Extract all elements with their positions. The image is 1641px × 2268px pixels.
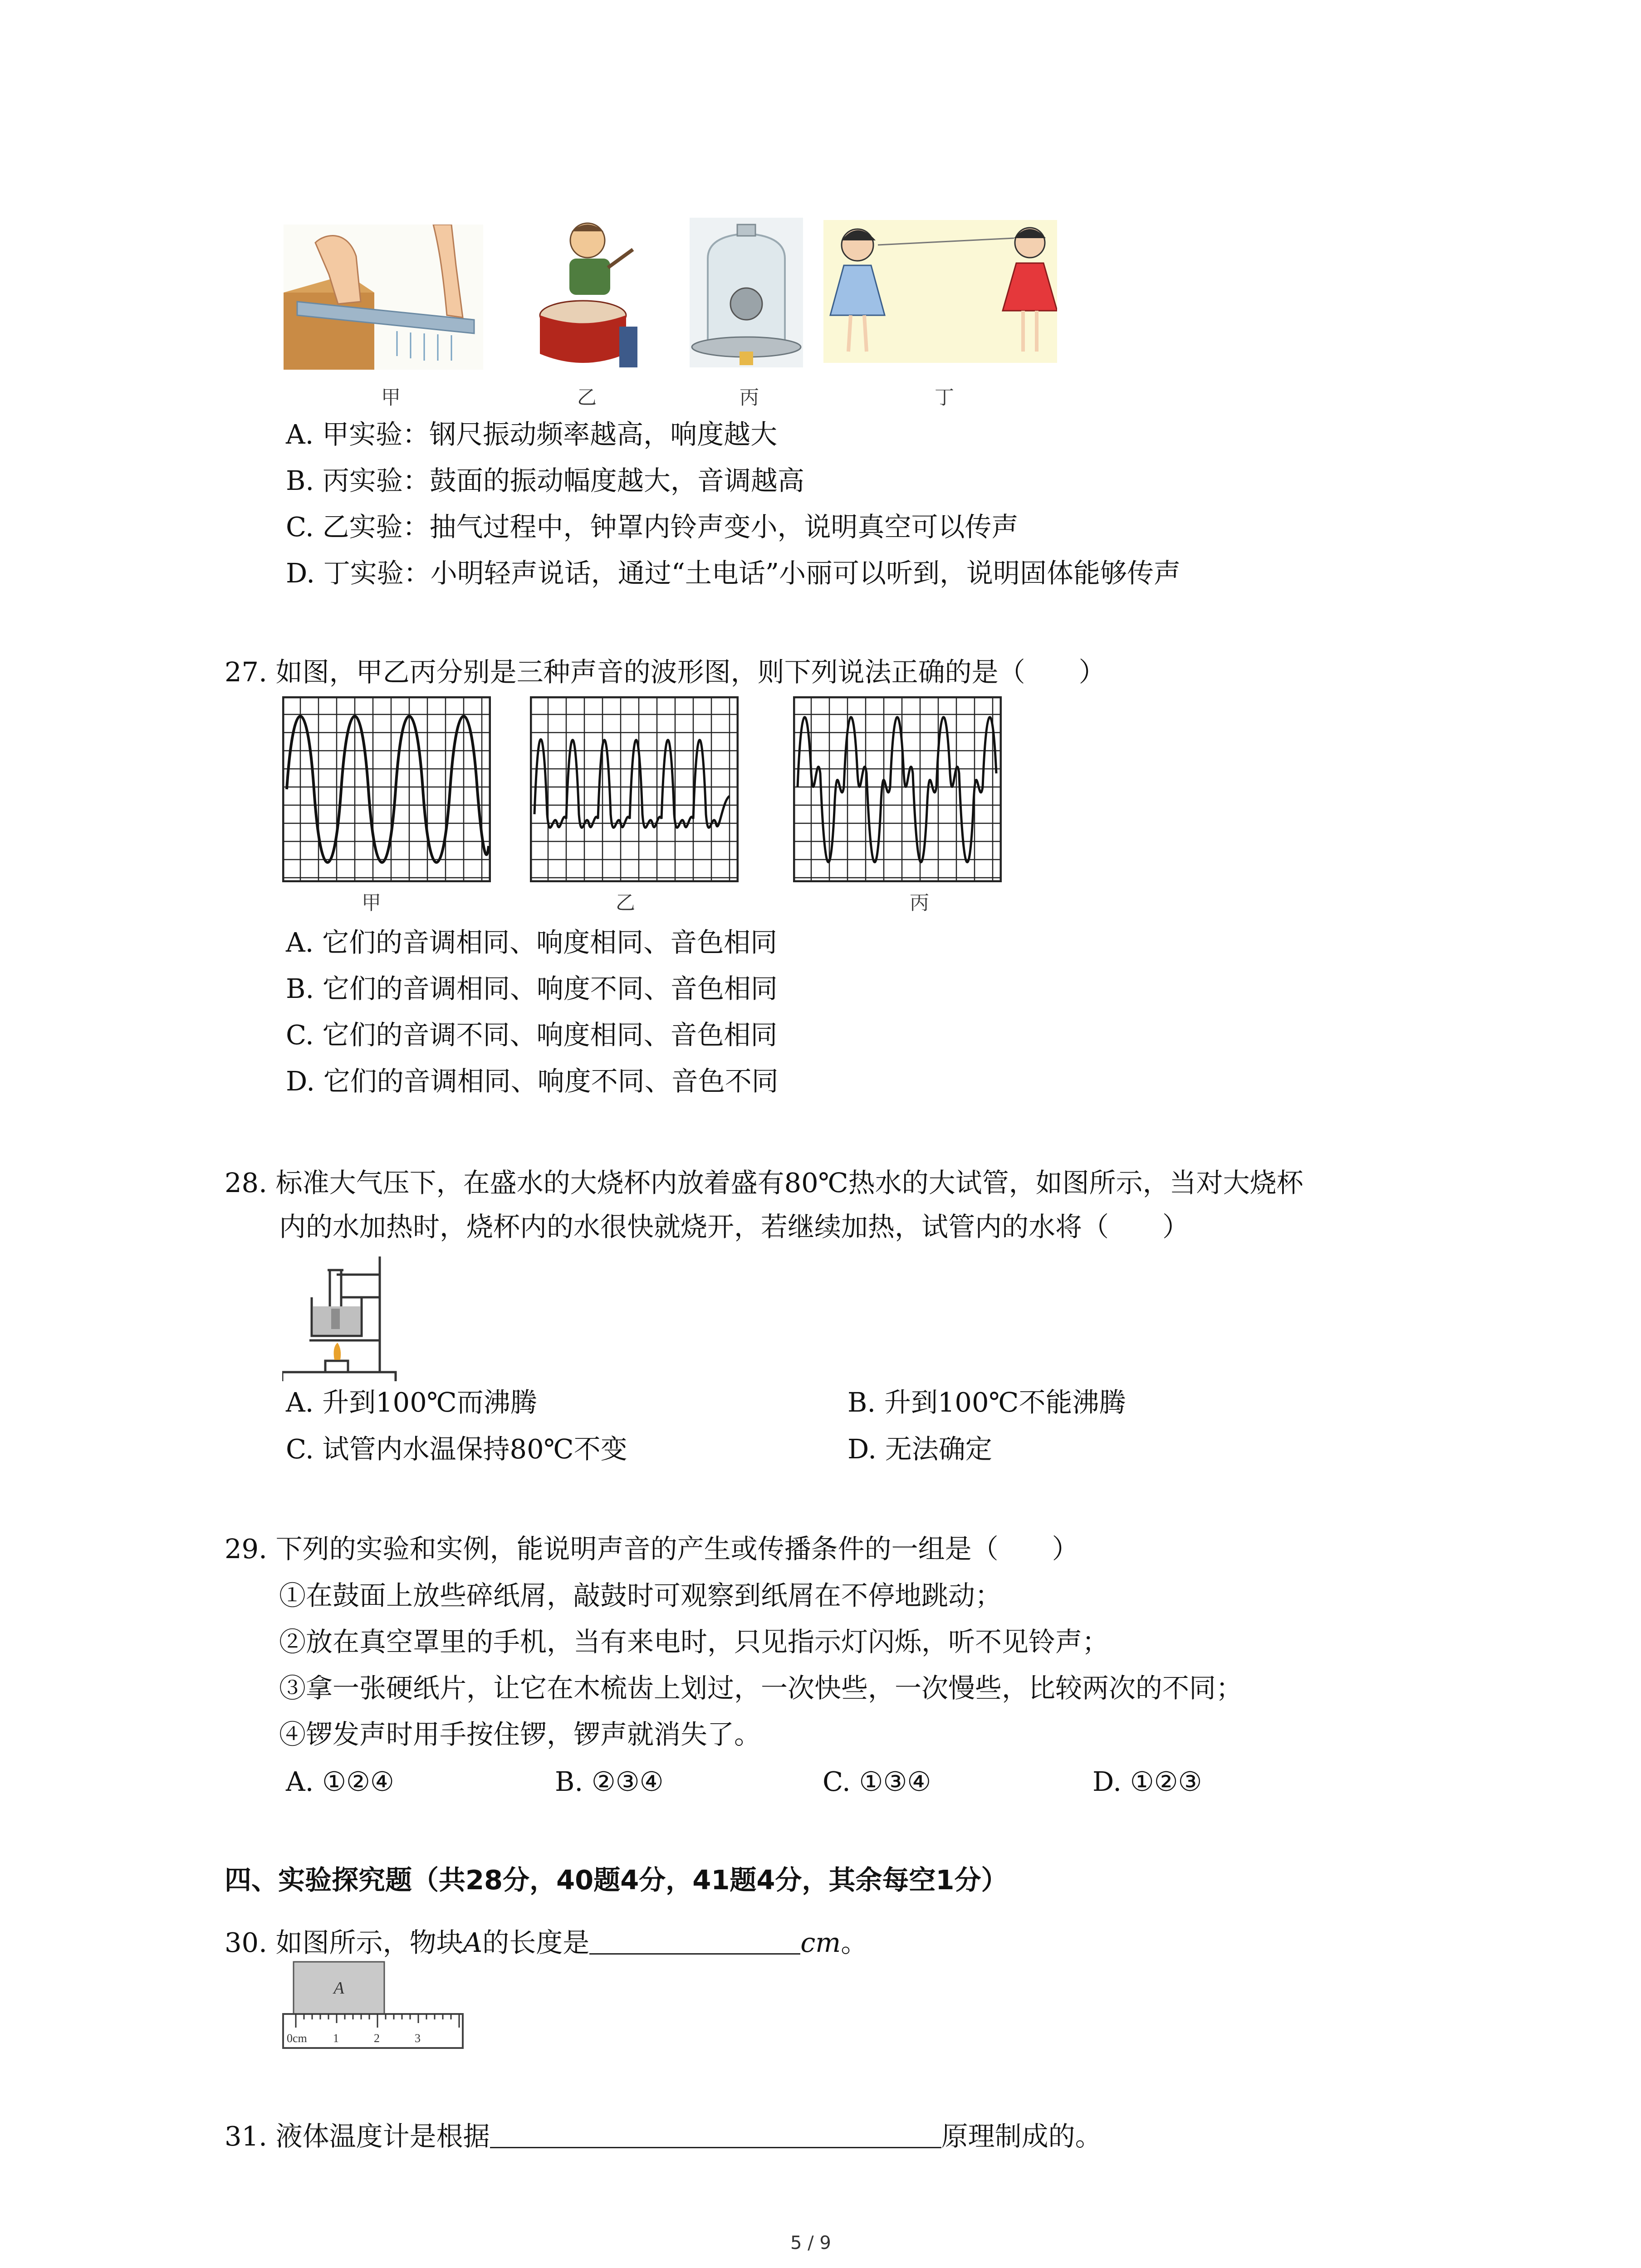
q27-option-d: D. 它们的音调相同、响度不同、音色不同 [286, 1066, 779, 1097]
figure-beaker-test-tube-apparatus [282, 1252, 400, 1383]
waveform-label-jia: 甲 [362, 892, 381, 914]
q30-question [225, 1927, 867, 1956]
q31-suffix: 原理制成的。 [941, 2121, 1102, 2152]
q29-item-4: ④锣发声时用手按住锣，锣声就消失了。 [279, 1719, 761, 1750]
waveform-label-bing: 丙 [910, 892, 929, 914]
q27-option-b: B. 它们的音调相同、响度不同、音色相同 [286, 973, 778, 1004]
ruler-label-0cm: 0cm [287, 2032, 307, 2045]
waveform-label-yi: 乙 [616, 892, 635, 914]
ruler-label-1: 1 [333, 2032, 339, 2045]
waveform-bing [793, 696, 1002, 882]
q31-question [225, 2121, 1102, 2150]
q29-item-3: ③拿一张硬纸片，让它在木梳齿上划过，一次快些，一次慢些，比较两次的不同； [279, 1672, 1243, 1704]
q28-stem-line2: 内的水加热时，烧杯内的水很快就烧开，若继续加热，试管内的水将（ ） [279, 1211, 1190, 1242]
ruler-label-2: 2 [374, 2032, 380, 2045]
q26-option-a: A. 甲实验：钢尺振动频率越高，响度越大 [286, 419, 778, 450]
q28-option-b: B. 升到100℃不能沸腾 [847, 1387, 1126, 1418]
q30-tail: 。 [841, 1927, 868, 1958]
figure-label-bing: 丙 [740, 386, 759, 409]
q28-option-c: C. 试管内水温保持80℃不变 [286, 1433, 627, 1465]
q30-unit: cm [800, 1927, 841, 1958]
q28-option-a: A. 升到100℃而沸腾 [286, 1387, 537, 1418]
figure-yi-drum-experiment [535, 218, 644, 372]
q28-stem-line1: 28. 标准大气压下，在盛水的大烧杯内放着盛有80℃热水的大试管，如图所示，当对大烧杯 [225, 1167, 1303, 1198]
section-heading: 四、实验探究题（共28分，40题4分，41题4分，其余每空1分） [225, 1864, 1008, 1896]
q27-option-c: C. 它们的音调不同、响度相同、音色相同 [286, 1019, 778, 1051]
waveform-yi [530, 696, 739, 882]
figure-label-jia: 甲 [381, 386, 401, 409]
ruler-block-label: A [333, 1979, 344, 1998]
q30-variable: A [463, 1927, 483, 1958]
q29-item-2: ②放在真空罩里的手机，当有来电时，只见指示灯闪烁，听不见铃声； [279, 1626, 1109, 1657]
q26-option-b: B. 丙实验：鼓面的振动幅度越大，音调越高 [286, 465, 804, 496]
q29-option-a: A. ①②④ [286, 1766, 394, 1797]
figure-label-yi: 乙 [577, 386, 597, 409]
q29-item-1: ①在鼓面上放些碎纸屑，敲鼓时可观察到纸屑在不停地跳动； [279, 1580, 1002, 1611]
waveform-jia [282, 696, 491, 882]
q26-option-c: C. 乙实验：抽气过程中，钟罩内铃声变小，说明真空可以传声 [286, 511, 1019, 543]
q31-prefix: 31. 液体温度计是根据 [225, 2121, 490, 2152]
q26-option-d: D. 丁实验：小明轻声说话，通过“土电话”小丽可以听到，说明固体能够传声 [286, 557, 1181, 589]
q29-option-b: B. ②③④ [555, 1766, 664, 1797]
figure-bing-bell-jar [690, 218, 803, 367]
q30-stem-mid: 的长度是 [482, 1927, 590, 1958]
q29-stem: 29. 下列的实验和实例，能说明声音的产生或传播条件的一组是（ ） [225, 1533, 1079, 1564]
q31-answer-blank[interactable] [490, 2121, 941, 2148]
figure-label-ding: 丁 [935, 386, 954, 409]
figure-jia-ruler-experiment [284, 225, 483, 370]
ruler-label-3: 3 [415, 2032, 421, 2045]
figure-ding-string-telephone [823, 220, 1057, 363]
q30-stem-prefix: 30. 如图所示，物块 [225, 1927, 463, 1958]
q29-option-d: D. ①②③ [1092, 1766, 1202, 1797]
q28-option-d: D. 无法确定 [847, 1433, 992, 1465]
page-number: 5 / 9 [790, 2233, 831, 2253]
q30-answer-blank[interactable] [589, 1927, 800, 1955]
figure-ruler-block [282, 1960, 464, 2050]
q27-option-a: A. 它们的音调相同、响度相同、音色相同 [286, 927, 778, 958]
q29-option-c: C. ①③④ [823, 1766, 931, 1797]
q27-stem: 27. 如图，甲乙丙分别是三种声音的波形图，则下列说法正确的是（ ） [225, 656, 1106, 688]
